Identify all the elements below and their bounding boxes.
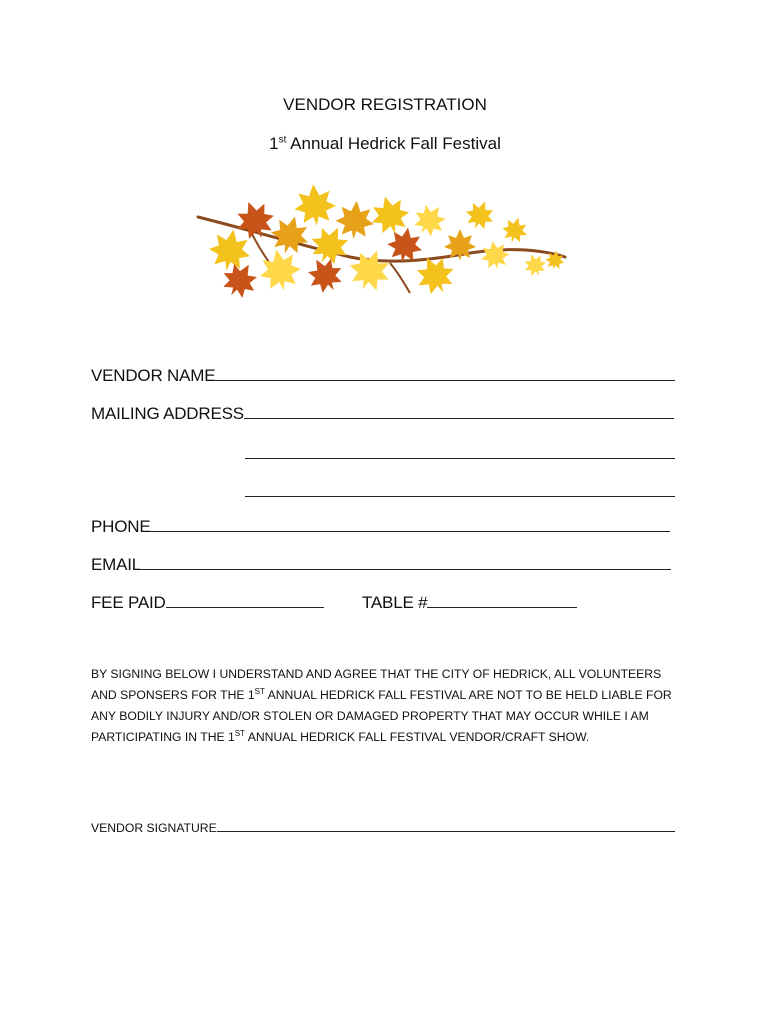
mailing-address-line-3[interactable]	[245, 482, 675, 497]
table-number-field[interactable]	[362, 593, 577, 613]
disclaimer-text: AND SPONSERS FOR THE 1	[91, 688, 255, 702]
disclaimer-text: PARTICIPATING IN THE 1	[91, 730, 235, 744]
vendor-name-line[interactable]	[215, 366, 675, 381]
table-number-label: TABLE #	[362, 593, 428, 612]
subtitle-superscript: st	[278, 134, 287, 146]
subtitle-ordinal: 1	[269, 134, 279, 153]
mailing-address-line-2[interactable]	[245, 444, 675, 459]
disclaimer-line: ANY BODILY INJURY AND/OR STOLEN OR DAMAGED PROPERTY THAT MAY OCCUR WHILE I AM	[91, 709, 649, 723]
email-line[interactable]	[141, 555, 671, 570]
vendor-name-label: VENDOR NAME	[91, 366, 216, 385]
disclaimer-line	[91, 685, 681, 706]
form-subtitle	[0, 134, 770, 154]
fee-paid-line[interactable]	[166, 593, 324, 608]
mailing-address-field[interactable]	[91, 404, 674, 424]
subtitle-text: Annual Hedrick Fall Festival	[286, 134, 501, 153]
phone-label: PHONE	[91, 517, 151, 536]
vendor-signature-line[interactable]	[217, 819, 675, 832]
email-label: EMAIL	[91, 555, 142, 574]
disclaimer-superscript: ST	[254, 686, 265, 696]
mailing-address-label: MAILING ADDRESS	[91, 404, 244, 423]
mailing-address-line-1[interactable]	[244, 404, 674, 419]
form-title: VENDOR REGISTRATION	[283, 95, 487, 114]
disclaimer-line: BY SIGNING BELOW I UNDERSTAND AND AGREE THAT THE CITY OF HEDRICK, ALL VOLUNTEERS	[91, 667, 662, 681]
disclaimer-line	[91, 727, 681, 748]
disclaimer-superscript: ST	[234, 728, 246, 738]
phone-line[interactable]	[150, 517, 670, 532]
vendor-signature-field[interactable]	[91, 819, 675, 835]
vendor-signature-label: VENDOR SIGNATURE	[91, 821, 217, 835]
fee-paid-field[interactable]	[91, 593, 324, 613]
phone-field[interactable]	[91, 517, 670, 537]
autumn-leaves-icon	[190, 175, 575, 310]
table-number-line[interactable]	[427, 593, 577, 608]
disclaimer-text: ANNUAL HEDRICK FALL FESTIVAL VENDOR/CRAFT SHOW.	[245, 730, 590, 744]
fee-paid-label: FEE PAID	[91, 593, 166, 612]
liability-disclaimer	[91, 664, 681, 748]
disclaimer-text: ANNUAL HEDRICK FALL FESTIVAL ARE NOT TO BE HELD LIABLE FOR	[264, 688, 672, 702]
email-field[interactable]	[91, 555, 671, 575]
vendor-name-field[interactable]	[91, 366, 675, 386]
